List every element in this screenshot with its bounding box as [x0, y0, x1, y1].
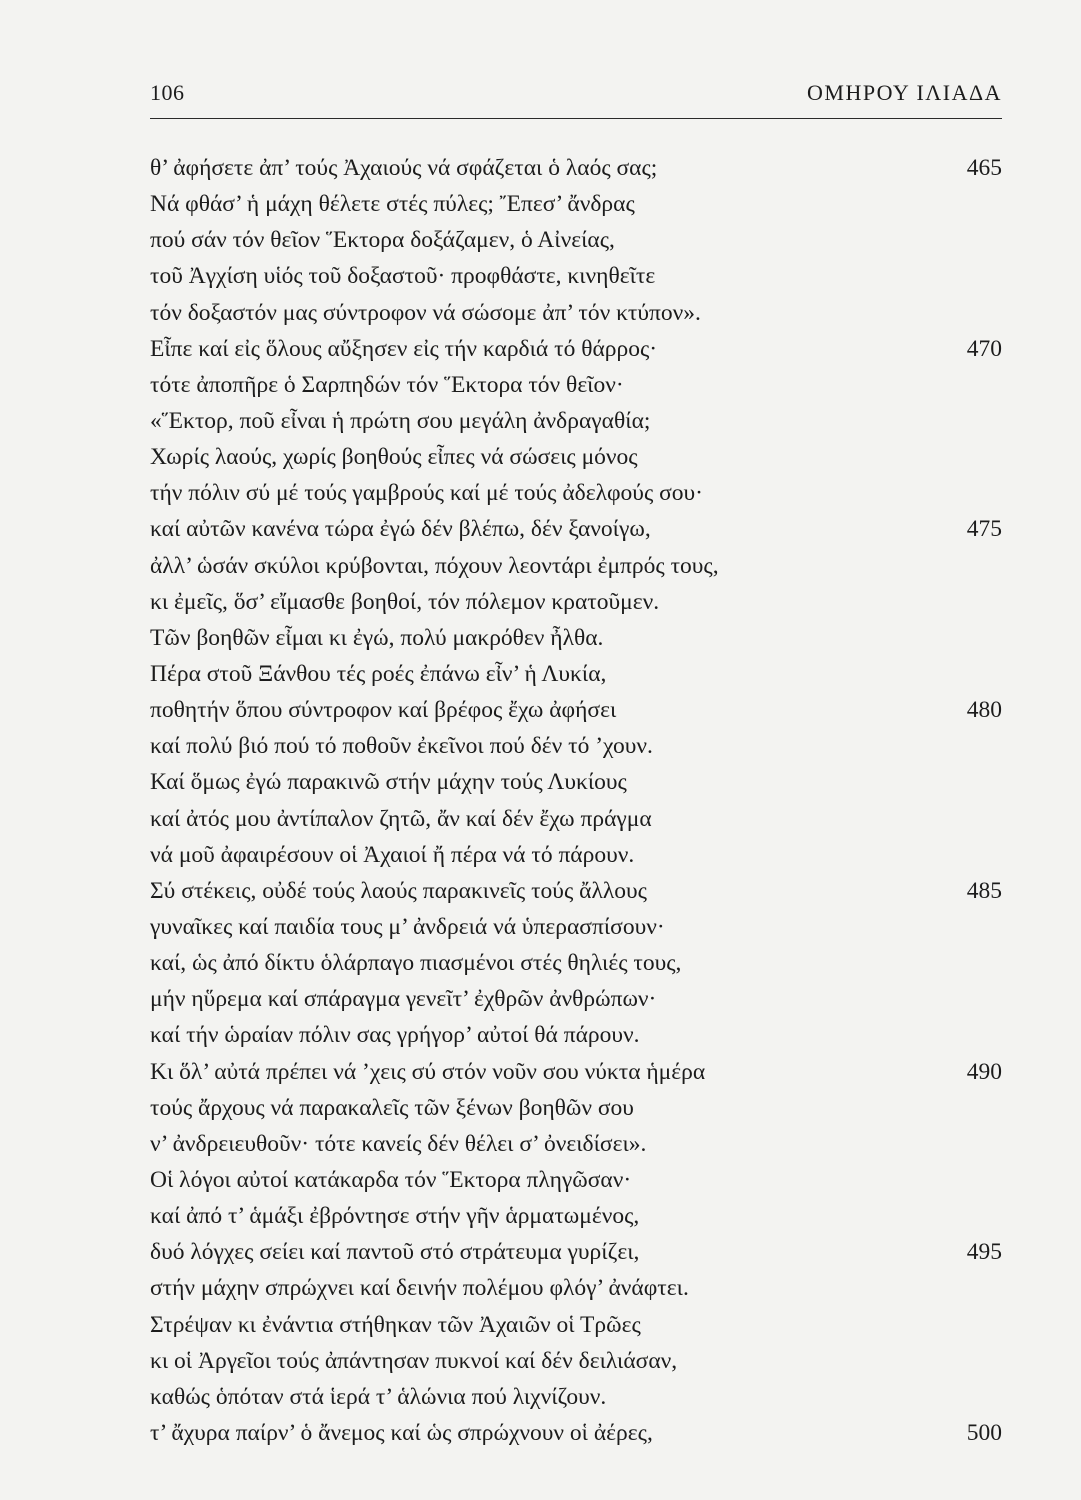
verse-line — [150, 1126, 1002, 1162]
verse-text: τοῦ Ἀγχίση υἱός τοῦ δοξαστοῦ· προφθάστε, κινηθεῖτε — [150, 263, 656, 290]
verse-text: ποθητήν ὅπου σύντροφον καί βρέφος ἔχω ἀφήσει — [150, 697, 617, 724]
verse-text: καί τήν ὡραίαν πόλιν σας γρήγορ’ αὐτοί θά πάρουν. — [150, 1022, 640, 1049]
verse-line — [150, 222, 1002, 258]
verse-text: Καί ὅμως ἐγώ παρακινῶ στήν μάχην τούς Λυκίους — [150, 769, 627, 796]
verse-line — [150, 1234, 1002, 1270]
verse-text: καί, ὡς ἀπό δίκτυ ὁλάρπαγο πιασμένοι στές θηλιές τους, — [150, 950, 682, 977]
verse-line — [150, 981, 1002, 1017]
verse-text: καθώς ὁπόταν στά ἱερά τ’ ἁλώνια πού λιχνίζουν. — [150, 1383, 607, 1410]
verse-text: Τῶν βοηθῶν εἶμαι κι ἐγώ, πολύ μακρόθεν ἦλθα. — [150, 624, 604, 651]
verse-line — [150, 439, 1002, 475]
verse-line — [150, 511, 1002, 547]
verse-text: νά μοῦ ἀφαιρέσουν οἱ Ἀχαιοί ἤ πέρα νά τό πάρουν. — [150, 841, 635, 868]
verse-text: Εἶπε καί εἰς ὅλους αὔξησεν εἰς τήν καρδιά τό θάρρος· — [150, 335, 658, 362]
verse-line — [150, 1017, 1002, 1053]
verse-line — [150, 258, 1002, 294]
verse-line — [150, 909, 1002, 945]
verse-number: 485 — [966, 877, 1002, 904]
verse-line — [150, 1307, 1002, 1343]
verse-text: μήν ηὕρεμα καί σπάραγμα γενεῖτ’ ἐχθρῶν ἀνθρώπων· — [150, 986, 657, 1013]
page-header — [150, 80, 1002, 120]
verse-line — [150, 150, 1002, 186]
verse-line — [150, 692, 1002, 728]
page-number: 106 — [150, 80, 185, 105]
verse-number: 480 — [966, 697, 1002, 724]
verse-line — [150, 403, 1002, 439]
verse-number: 470 — [966, 335, 1002, 362]
verse-line — [150, 620, 1002, 656]
verse-text: Στρέψαν κι ἐνάντια στήθηκαν τῶν Ἀχαιῶν οἱ Τρῶες — [150, 1311, 641, 1338]
verse-text: καί αὐτῶν κανένα τώρα ἐγώ δέν βλέπω, δέν ξανοίγω, — [150, 516, 651, 543]
verse-line — [150, 1090, 1002, 1126]
verse-text: Πέρα στοῦ Ξάνθου τές ροές ἐπάνω εἶν’ ἡ Λυκία, — [150, 660, 607, 687]
verse-line — [150, 801, 1002, 837]
verse-text: «Ἕκτορ, ποῦ εἶναι ἡ πρώτη σου μεγάλη ἀνδραγαθία; — [150, 407, 651, 434]
verse-line — [150, 728, 1002, 764]
verse-number: 500 — [966, 1419, 1002, 1446]
verse-line — [150, 186, 1002, 222]
verse-line — [150, 945, 1002, 981]
verse-line — [150, 837, 1002, 873]
verse-text: καί ἀτός μου ἀντίπαλον ζητῶ, ἄν καί δέν ἔχω πράγμα — [150, 805, 652, 832]
verse-text: τούς ἄρχους νά παρακαλεῖς τῶν ξένων βοηθῶν σου — [150, 1094, 634, 1121]
verse-line — [150, 656, 1002, 692]
verse-text: θ’ ἀφήσετε ἀπ’ τούς Ἀχαιούς νά σφάζεται ὁ λαός σας; — [150, 155, 658, 181]
verse-line — [150, 331, 1002, 367]
verse-text: τήν πόλιν σύ μέ τούς γαμβρούς καί μέ τούς ἀδελφούς σου· — [150, 480, 704, 507]
verse-text: Χωρίς λαούς, χωρίς βοηθούς εἶπες νά σώσεις μόνος — [150, 444, 638, 471]
verse-text: καί πολύ βιό πού τό ποθοῦν ἐκεῖνοι πού δέν τό ’χουν. — [150, 733, 653, 760]
verse-line — [150, 475, 1002, 511]
verse-text: γυναῖκες καί παιδία τους μ’ ἀνδρειά νά ὑπερασπίσουν· — [150, 913, 665, 940]
running-title: ΟΜΗΡΟΥ ΙΛΙΑΔΑ — [807, 80, 1002, 105]
verse-text: ν’ ἀνδρειευθοῦν· τότε κανείς δέν θέλει σ’ ὀνειδίσει». — [150, 1130, 647, 1157]
verse-line — [150, 548, 1002, 584]
verse-text: τ’ ἄχυρα παίρν’ ὁ ἄνεμος καί ὡς σπρώχνουν οἱ ἀέρες, — [150, 1419, 653, 1446]
verse-number: 475 — [966, 516, 1002, 543]
verse-text: Οἱ λόγοι αὐτοί κατάκαρδα τόν Ἕκτορα πληγῶσαν· — [150, 1166, 632, 1193]
verse-line — [150, 764, 1002, 800]
verse-text: πού σάν τόν θεῖον Ἕκτορα δοξάζαμεν, ὁ Αἰνείας, — [150, 227, 615, 254]
verse-block — [150, 150, 1002, 1451]
verse-number: 495 — [966, 1239, 1002, 1266]
verse-number: 490 — [966, 1058, 1002, 1085]
verse-text: τότε ἀποπῆρε ὁ Σαρπηδών τόν Ἕκτορα τόν θεῖον· — [150, 371, 624, 398]
verse-line — [150, 584, 1002, 620]
verse-text: στήν μάχην σπρώχνει καί δεινήν πολέμου φλόγ’ ἀνάφτει. — [150, 1275, 689, 1302]
verse-line — [150, 1415, 1002, 1451]
verse-text: Νά φθάσ’ ἡ μάχη θέλετε στές πύλες; Ἔπεσ’ ἄνδρας — [150, 191, 635, 218]
verse-text: κι ἐμεῖς, ὅσ’ εἴμασθε βοηθοί, τόν πόλεμον κρατοῦμεν. — [150, 588, 660, 615]
verse-line — [150, 1198, 1002, 1234]
verse-text: κι οἱ Ἀργεῖοι τούς ἀπάντησαν πυκνοί καί δέν δειλιάσαν, — [150, 1347, 678, 1374]
verse-line — [150, 1054, 1002, 1090]
verse-text: τόν δοξαστόν μας σύντροφον νά σώσομε ἀπ’ τόν κτύπον». — [150, 299, 701, 326]
verse-line — [150, 1379, 1002, 1415]
verse-text: δυό λόγχες σείει καί παντοῦ στό στράτευμα γυρίζει, — [150, 1239, 640, 1266]
verse-line — [150, 1270, 1002, 1306]
verse-text: καί ἀπό τ’ ἁμάξι ἐβρόντησε στήν γῆν ἁρματωμένος, — [150, 1203, 640, 1230]
verse-line — [150, 295, 1002, 331]
verse-line — [150, 367, 1002, 403]
verse-text: Σύ στέκεις, οὐδέ τούς λαούς παρακινεῖς τούς ἄλλους — [150, 877, 647, 904]
verse-number: 465 — [966, 155, 1002, 181]
verse-text: Κι ὅλ’ αὐτά πρέπει νά ’χεις σύ στόν νοῦν σου νύκτα ἡμέρα — [150, 1058, 706, 1085]
verse-text: ἀλλ’ ὡσάν σκύλοι κρύβονται, πόχουν λεοντάρι ἐμπρός τους, — [150, 552, 719, 579]
verse-line — [150, 1343, 1002, 1379]
verse-line — [150, 1162, 1002, 1198]
verse-line — [150, 873, 1002, 909]
header-rule — [150, 118, 1002, 119]
